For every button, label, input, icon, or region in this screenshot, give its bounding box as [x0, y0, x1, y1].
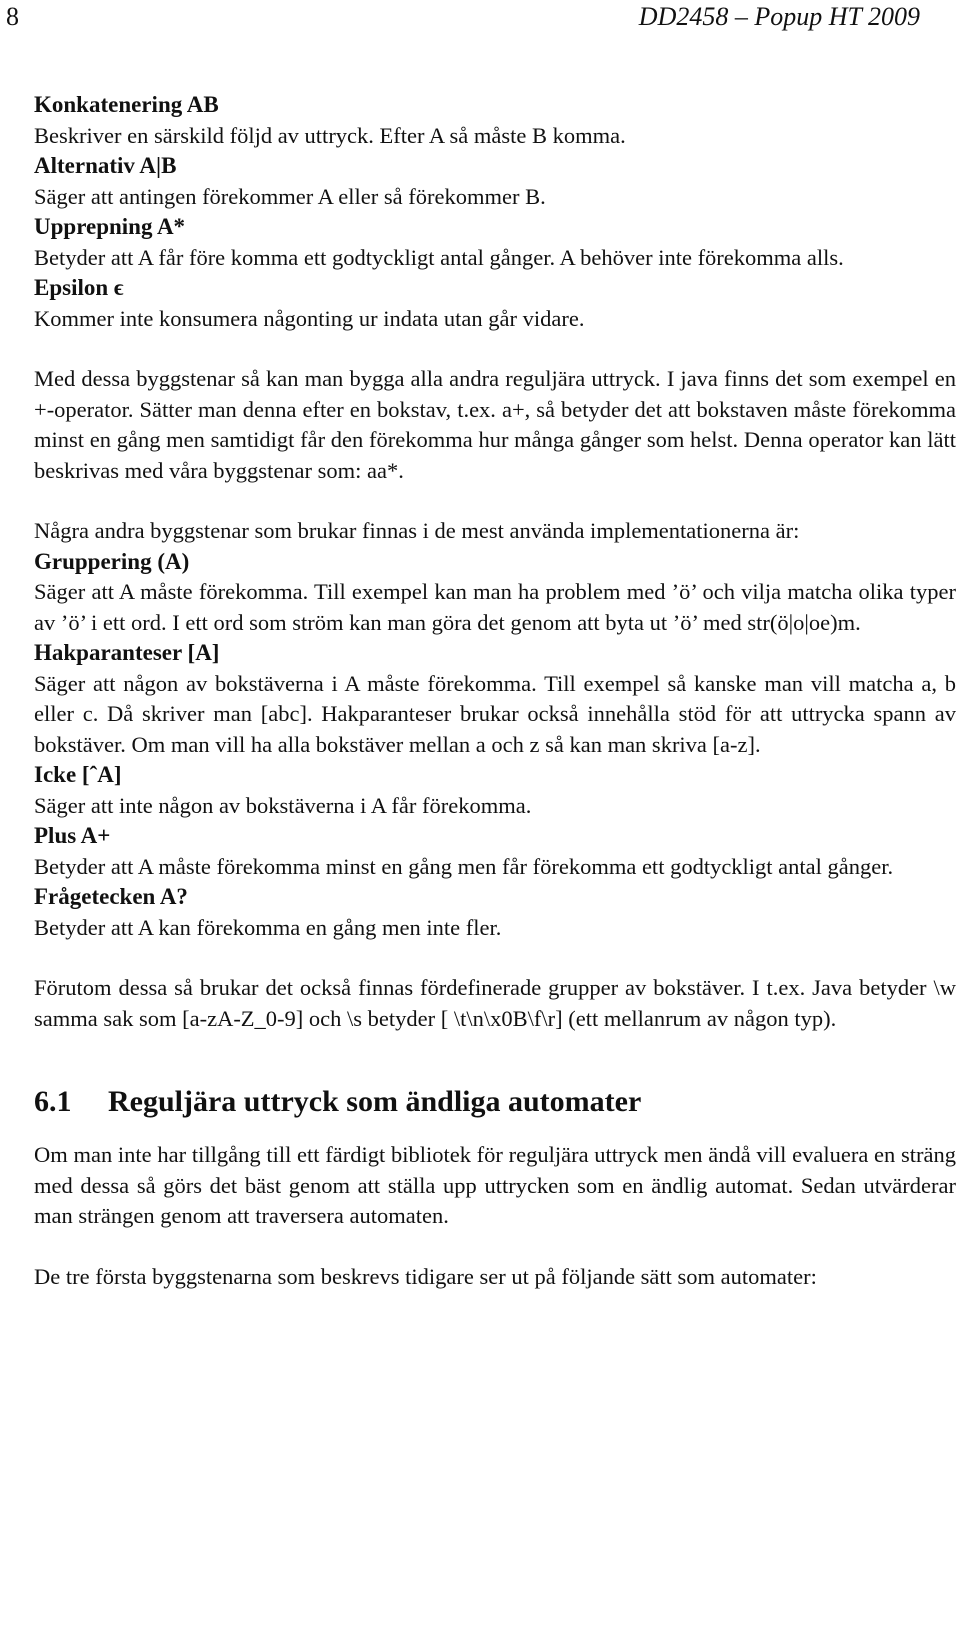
term-negation: Icke [ˆA]: [34, 762, 122, 787]
term-alternative: Alternativ A|B: [34, 153, 177, 178]
term-plus: Plus A+: [34, 823, 111, 848]
term-concatenation: Konkatenering AB: [34, 92, 219, 117]
definition-list-extended: [34, 547, 956, 944]
page-body: [34, 90, 956, 1292]
desc-alternative: Säger att antingen förekommer A eller så förekommer B.: [34, 183, 546, 209]
spacer: [34, 943, 956, 973]
desc-epsilon: Kommer inte konsumera någonting ur indata utan går vidare.: [34, 305, 585, 331]
page-number: 8: [6, 2, 19, 31]
definition-list-basic: [34, 90, 956, 334]
term-brackets: Hakparanteser [A]: [34, 640, 220, 665]
term-repetition: Upprepning A*: [34, 214, 186, 239]
desc-repetition: Betyder att A får före komma ett godtyckligt antal gånger. A behöver inte förekomma alls.: [34, 244, 844, 270]
section-heading: [34, 1084, 956, 1120]
desc-negation: Säger att inte någon av bokstäverna i A får förekomma.: [34, 792, 532, 818]
term-grouping: Gruppering (A): [34, 548, 190, 574]
spacer: [34, 486, 956, 516]
paragraph-building-blocks: Med dessa byggstenar så kan man bygga alla andra reguljära uttryck. I java finns det som exempel en +-operator. Sätter man denna efter en bokstav, t.ex. a+, så betyder det att bokstaven måste förekomma minst en gång men samtidigt får den förekomma hur många gånger som helst. Denna operator kan lätt beskrivas med våra byggstenar som: aa*.: [34, 366, 956, 483]
desc-grouping: Säger att A måste förekomma. Till exempel kan man ha problem med ’ö’ och vilja matcha olika typer av ’ö’ i ett ord. I ett ord som ström kan man göra det genom att byta ut ’ö’ med str(ö|o|oe)m.: [34, 579, 956, 635]
section-number: 6.1: [34, 1085, 72, 1118]
spacer: [34, 1232, 956, 1262]
paragraph-predefined-groups: Förutom dessa så brukar det också finnas fördefinerade grupper av bokstäver. I t.ex. Java betyder \w samma sak som [a-zA-Z_0-9] och \s betyder [ \t\n\x0B\f\r] (ett mellanrum av någon typ).: [34, 975, 956, 1031]
running-title: DD2458 – Popup HT 2009: [638, 2, 920, 31]
section-title: Reguljära uttryck som ändliga automater: [108, 1085, 642, 1118]
desc-brackets: Säger att någon av bokstäverna i A måste förekomma. Till exempel så kanske man vill matcha a, b eller c. Då skriver man [abc]. Hakparanteser brukar också innehålla stöd för att uttrycka spann av bokstäver. Om man vill ha alla bokstäver mellan a och z så kan man skriva [a-z].: [34, 670, 956, 757]
term-epsilon: Epsilon ϵ: [34, 275, 124, 300]
desc-plus: Betyder att A måste förekomma minst en gång men får förekomma ett godtyckligt antal gånger.: [34, 853, 894, 879]
term-question-mark: Frågetecken A?: [34, 884, 188, 909]
paragraph-other-blocks: Några andra byggstenar som brukar finnas i de mest använda implementationerna är:: [34, 518, 800, 543]
running-header: [0, 0, 960, 40]
paragraph-automata-intro: Om man inte har tillgång till ett färdigt bibliotek för reguljära uttryck men ändå vill evaluera en sträng med dessa så görs det bäst genom att ställa upp uttrycken som en ändlig automat. Sedan utvärderar man strängen genom att traversera automaten.: [34, 1142, 956, 1228]
desc-question-mark: Betyder att A kan förekomma en gång men inte fler.: [34, 914, 502, 940]
spacer: [34, 334, 956, 364]
paragraph-first-three: De tre första byggstenarna som beskrevs tidigare ser ut på följande sätt som automater:: [34, 1263, 817, 1289]
desc-concatenation: Beskriver en särskild följd av uttryck. Efter A så måste B komma.: [34, 122, 626, 148]
